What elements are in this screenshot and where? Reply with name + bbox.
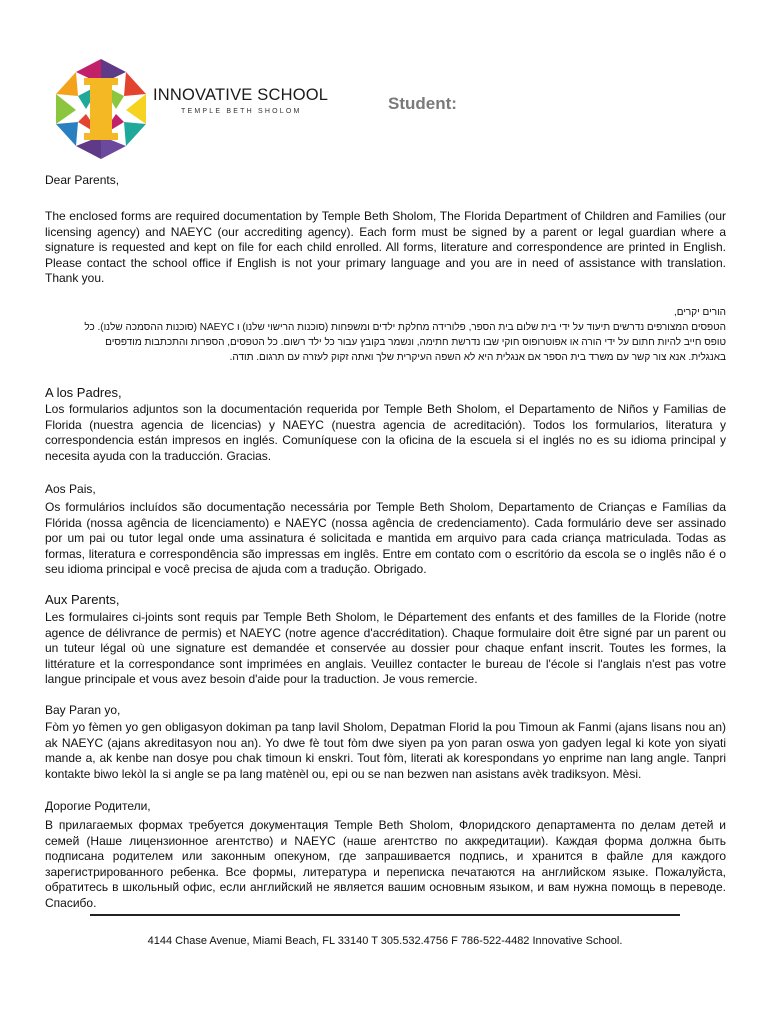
- hebrew-salutation: הורים יקרים,: [673, 307, 726, 318]
- student-label: Student:: [388, 94, 457, 113]
- portuguese-salutation: Aos Pais,: [45, 482, 96, 496]
- innovative-school-logo-icon: [46, 54, 156, 164]
- spanish-salutation: A los Padres,: [45, 385, 122, 400]
- hebrew-line: באנגלית. אנא צור קשר עם משרד בית הספר אם אנגלית היא לא השפה העיקרית שלך ואתה זקוק לעזרה עם תרגום. תודה.: [229, 352, 726, 363]
- french-body: Les formulaires ci-joints sont requis par Temple Beth Sholom, le Département des enfants et des familles de la Floride (notre agence de délivrance de permis) et NAEYC (notre agence d'accréditation). Chaque formulaire doit être signé par un parent ou un tuteur légal où une signature est demandée et conservée au dossier pour chaque enfant inscrit. Toutes les formes, la littérature et la correspondance sont imprimées en anglais. Veuillez contacter le bureau de l'école si l'anglais n'est pas votre langue principale et vous avez besoin d'aide pour la traduction. Je vous remercie.: [45, 610, 726, 686]
- footer-divider: [90, 914, 680, 916]
- hebrew-section: [45, 305, 726, 365]
- russian-salutation: Дорогие Родители,: [45, 799, 151, 813]
- french-salutation: Aux Parents,: [45, 592, 120, 607]
- creole-body: Fòm yo fèmen yo gen obligasyon dokiman pa tanp lavil Sholom, Depatman Florid la pou Timoun ak Fanmi (ajans lisans nou an) ak NAEYC (ajans akreditasyon nou an). Yo dwe fè tout fòm dwe siyen pa yon paran oswa yon gadyen legal ki kote yon siyati mande a, ak kenbe nan dosye pou chak timoun ki enskri. Tout fòm, literati ak korespondans yo enprime nan lang angle. Tanpri kontakte biwo lekòl la si angle se pa lang matènèl ou, epi ou se nan bezwen nan asistans avèk tradiksyon. Mèsi.: [45, 720, 726, 781]
- spanish-body: Los formularios adjuntos son la documentación requerida por Temple Beth Sholom, el Departamento de Niños y Familias de Florida (nuestra agencia de licencias) y NAEYC (nuestra agencia de acreditación). Todos los formularios, literatura y correspondencia están impresos en inglés. Comuníquese con la oficina de la escuela si el inglés no es su idioma principal y necesita ayuda con la traducción. Gracias.: [45, 402, 726, 463]
- english-salutation: Dear Parents,: [45, 173, 120, 187]
- brand-subtitle: TEMPLE BETH SHOLOM: [181, 108, 302, 115]
- portuguese-body: Os formulários incluídos são documentação necessária por Temple Beth Sholom, Departamento de Crianças e Famílias da Flórida (nossa agência de licenciamento) e NAEYC (nossa agência de credenciamento). Cada formulário deve ser assinado por um pai ou tutor legal onde uma assinatura é solicitada e mantida em arquivo para cada criança matriculada. Todas as formas, literatura e correspondência são impressas em inglês. Entre em contato com o escritório da escola se o inglês não é o seu idioma principal e você precisa de ajuda com a tradução. Obrigado.: [45, 500, 726, 576]
- hebrew-line: טופס חייב להיות חתום על ידי הורה או אפוטרופוס חוקי שבו נדרשת חתימה, ונשמר בקובץ עבור כל ילד רשום. כל הטפסים, הספרות והתכתבות מודפסים: [105, 337, 726, 348]
- logo-letter-i: [90, 80, 112, 138]
- brand-title: INNOVATIVE SCHOOL: [153, 86, 329, 104]
- hebrew-line: הטפסים המצורפים נדרשים תיעוד על ידי בית שלום בית הספר, פלורידה מחלקת ילדים ומשפחות (סוכנות הרישוי שלנו) ו NAEYC (סוכנות ההסמכה שלנו). כל: [84, 322, 726, 333]
- footer-address: 4144 Chase Avenue, Miami Beach, FL 33140 T 305.532.4756 F 786-522-4482 Innovative School.: [147, 935, 623, 947]
- english-body: The enclosed forms are required documentation by Temple Beth Sholom, The Florida Department of Children and Families (our licensing agency) and NAEYC (our accrediting agency). Each form must be signed by a parent or legal guardian where a signature is requested and kept on file for each child enrolled. All forms, literature and correspondence are printed in English. Please contact the school office if English is not your primary language and you are in need of assistance with translation. Thank you.: [45, 209, 726, 285]
- creole-salutation: Bay Paran yo,: [45, 703, 121, 717]
- russian-body: В прилагаемых формах требуется документация Temple Beth Sholom, Флоридского департамента по делам детей и семей (Наше лицензионное агентство) и NAEYC (наше агентство по аккредитации). Каждая форма должна быть подписана родителем или законным опекуном, где запрашивается подпись, и хранится в файле для каждого зарегистрированного ребенка. Все формы, литература и переписка печатаются на английском языке. Пожалуйста, обратитесь в школьный офис, если английский не является вашим основным языком, и вам нужна помощь в переводе. Спасибо.: [45, 818, 726, 910]
